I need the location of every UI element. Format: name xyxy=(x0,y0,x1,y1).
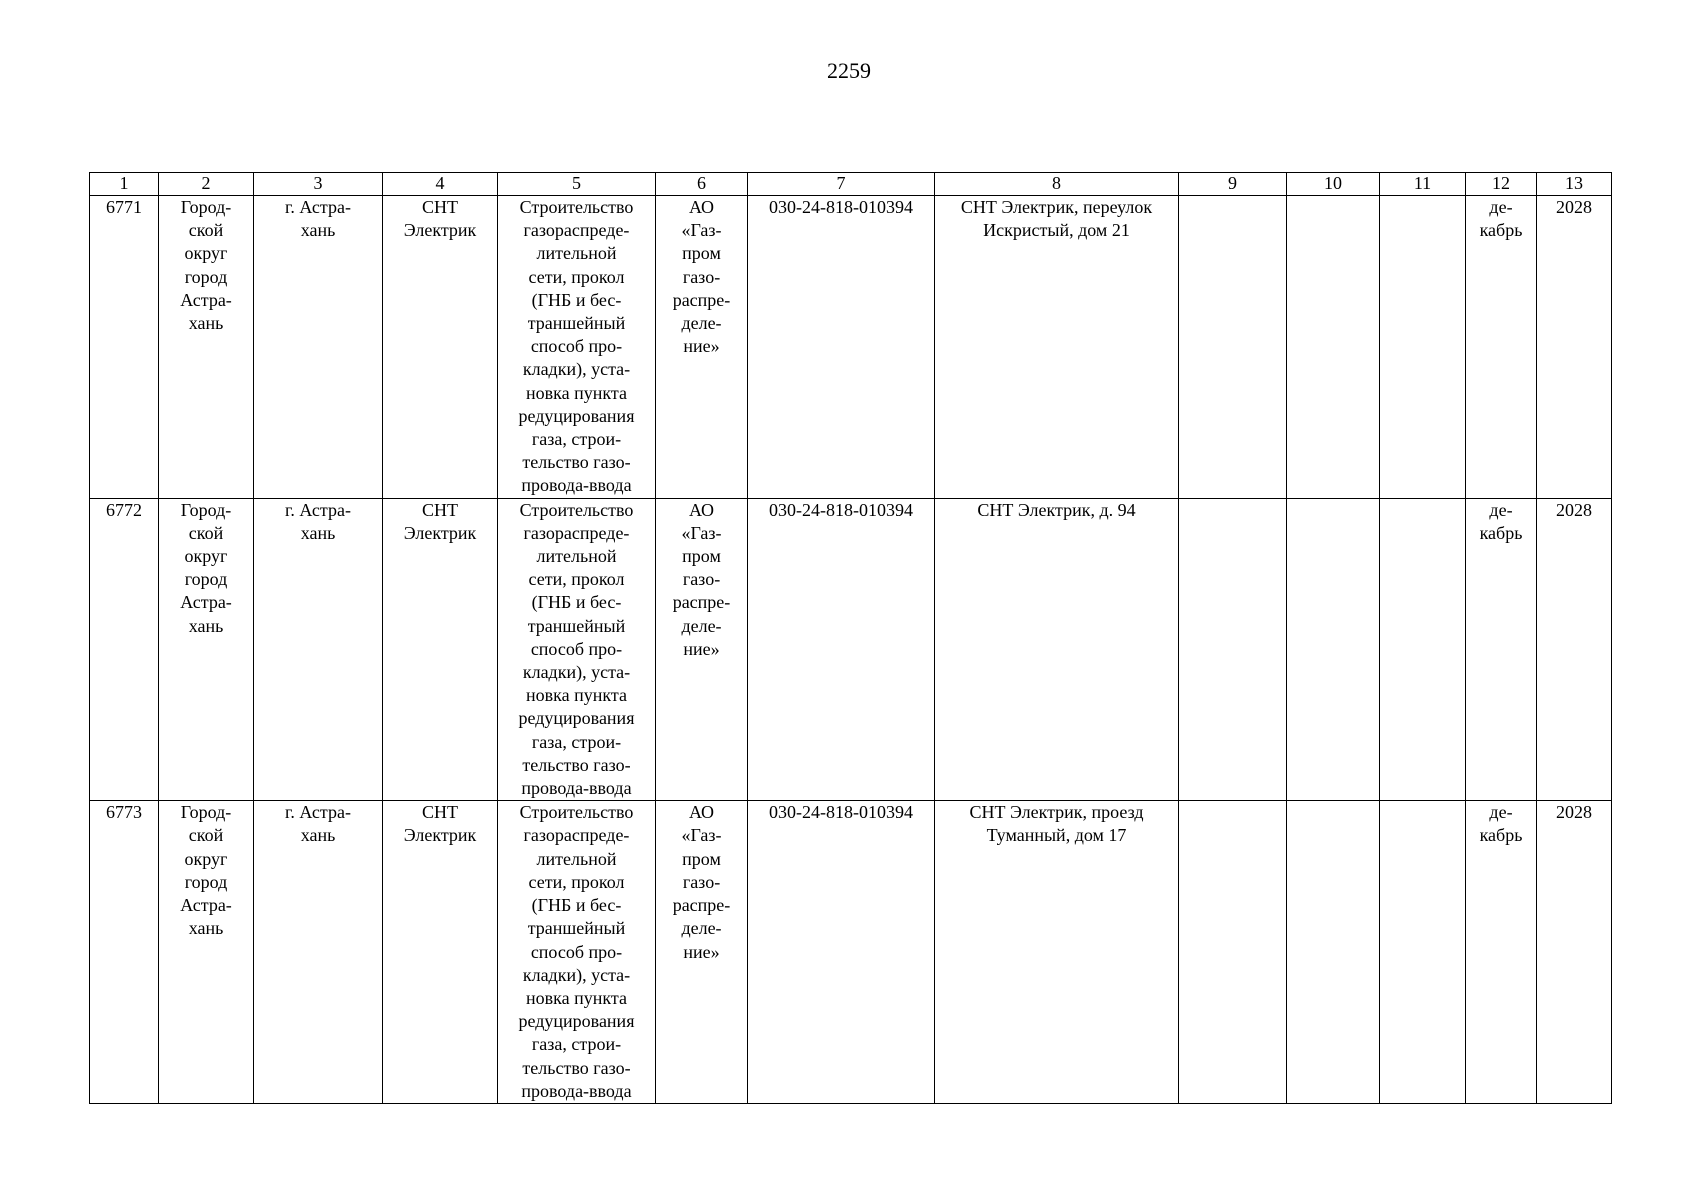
empty-cell xyxy=(1380,196,1466,499)
object-cell: СНТ Электрик xyxy=(383,801,498,1104)
column-header: 13 xyxy=(1537,173,1612,196)
empty-cell xyxy=(1287,196,1380,499)
year-cell: 2028 xyxy=(1537,498,1612,801)
column-header: 7 xyxy=(748,173,935,196)
object-cell: СНТ Электрик xyxy=(383,498,498,801)
work-description-cell: Строительство газораспреде- лительной сети, прокол (ГНБ и бес- траншейный способ про- кладки), уста- новка пункта редуцирования газа, строи- тельство газо- провода-ввода xyxy=(498,801,656,1104)
empty-cell xyxy=(1287,801,1380,1104)
year-cell: 2028 xyxy=(1537,196,1612,499)
column-header: 11 xyxy=(1380,173,1466,196)
row-number-cell: 6772 xyxy=(90,498,159,801)
table-row xyxy=(90,498,1612,801)
municipality-cell: Город- ской округ город Астра- хань xyxy=(159,196,254,499)
column-header: 2 xyxy=(159,173,254,196)
month-cell: де- кабрь xyxy=(1466,196,1537,499)
row-number-cell: 6773 xyxy=(90,801,159,1104)
empty-cell xyxy=(1287,498,1380,801)
table-row xyxy=(90,801,1612,1104)
work-description-cell: Строительство газораспреде- лительной сети, прокол (ГНБ и бес- траншейный способ про- кладки), уста- новка пункта редуцирования газа, строи- тельство газо- провода-ввода xyxy=(498,498,656,801)
settlement-cell: г. Астра- хань xyxy=(254,801,383,1104)
year-cell: 2028 xyxy=(1537,801,1612,1104)
empty-cell xyxy=(1380,801,1466,1104)
column-header: 9 xyxy=(1179,173,1287,196)
settlement-cell: г. Астра- хань xyxy=(254,196,383,499)
municipality-cell: Город- ской округ город Астра- хань xyxy=(159,498,254,801)
column-header: 5 xyxy=(498,173,656,196)
organization-cell: АО «Газ- пром газо- распре- деле- ние» xyxy=(656,498,748,801)
column-header: 8 xyxy=(935,173,1179,196)
table-row xyxy=(90,196,1612,499)
empty-cell xyxy=(1179,801,1287,1104)
organization-cell: АО «Газ- пром газо- распре- деле- ние» xyxy=(656,196,748,499)
empty-cell xyxy=(1179,498,1287,801)
empty-cell xyxy=(1380,498,1466,801)
empty-cell xyxy=(1179,196,1287,499)
page-number: 2259 xyxy=(827,58,871,83)
row-number-cell: 6771 xyxy=(90,196,159,499)
header-row xyxy=(90,173,1612,196)
column-header: 12 xyxy=(1466,173,1537,196)
work-description-cell: Строительство газораспреде- лительной сети, прокол (ГНБ и бес- траншейный способ про- кладки), уста- новка пункта редуцирования газа, строи- тельство газо- провода-ввода xyxy=(498,196,656,499)
column-header: 6 xyxy=(656,173,748,196)
organization-cell: АО «Газ- пром газо- распре- деле- ние» xyxy=(656,801,748,1104)
column-header: 1 xyxy=(90,173,159,196)
column-header: 3 xyxy=(254,173,383,196)
month-cell: де- кабрь xyxy=(1466,801,1537,1104)
code-cell: 030-24-818-010394 xyxy=(748,801,935,1104)
column-header: 4 xyxy=(383,173,498,196)
month-cell: де- кабрь xyxy=(1466,498,1537,801)
object-cell: СНТ Электрик xyxy=(383,196,498,499)
address-cell: СНТ Электрик, д. 94 xyxy=(935,498,1179,801)
code-cell: 030-24-818-010394 xyxy=(748,498,935,801)
registry-table xyxy=(89,172,1612,1104)
column-header: 10 xyxy=(1287,173,1380,196)
address-cell: СНТ Электрик, переулок Искристый, дом 21 xyxy=(935,196,1179,499)
code-cell: 030-24-818-010394 xyxy=(748,196,935,499)
municipality-cell: Город- ской округ город Астра- хань xyxy=(159,801,254,1104)
settlement-cell: г. Астра- хань xyxy=(254,498,383,801)
address-cell: СНТ Электрик, проезд Туманный, дом 17 xyxy=(935,801,1179,1104)
